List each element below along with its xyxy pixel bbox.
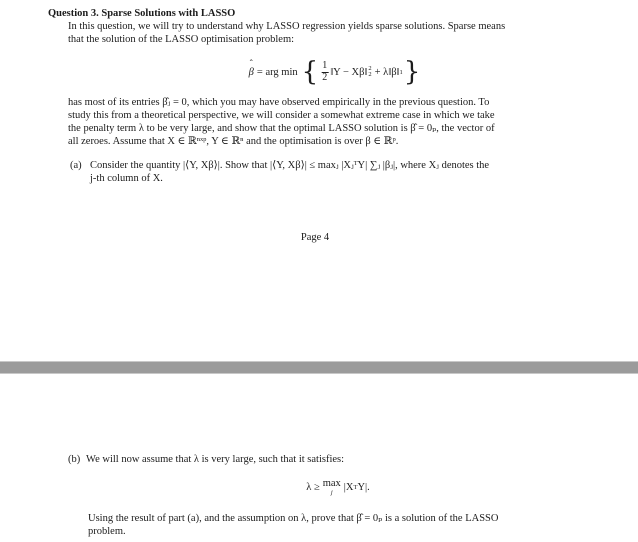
closing-paragraph <box>88 512 498 538</box>
max-subscript: j <box>330 488 333 496</box>
text-line: Using the result of part (a), and the assumption on λ, prove that β̂ = 0ₚ is a solution of the LASSO <box>88 513 499 524</box>
part-a-label: (a) <box>70 160 82 171</box>
text-line: that the solution of the LASSO optimisation problem: <box>68 34 295 45</box>
text-line: study this from a theoretical perspective, we will consider a somewhat extreme case in which we take <box>68 110 495 121</box>
fraction-numerator: 1 <box>322 60 328 71</box>
lasso-objective-equation <box>249 59 422 85</box>
l2-norm-term: ‖Y − Xβ‖ <box>330 66 368 78</box>
fraction-denominator: 2 <box>322 71 328 83</box>
text-line: j-th column of X. <box>90 173 163 184</box>
hat-accent: ˆ <box>249 58 253 68</box>
text-line: has most of its entries β̂ⱼ = 0, which you may have observed empirically in the previous question. To <box>68 97 490 108</box>
open-brace: { <box>301 57 319 87</box>
intro-paragraph <box>68 20 505 46</box>
part-b-text <box>86 453 344 466</box>
text-line: problem. <box>88 526 126 537</box>
part-b-label: (b) <box>68 454 81 465</box>
max-label: max <box>322 478 341 489</box>
transpose-superscript: T <box>353 484 358 491</box>
argmin-operator: = arg min <box>256 66 298 78</box>
text-line: Consider the quantity |⟨Y, Xβ⟩|. Show that |⟨Y, Xβ⟩| ≤ maxⱼ |XⱼᵀY| ∑ⱼ |βⱼ|, where Xⱼ denotes the <box>90 160 490 171</box>
norm-subscript: 2 <box>368 71 372 78</box>
close-brace: } <box>403 57 421 87</box>
page-separator <box>0 361 638 374</box>
beta-hat-symbol: ˆ β <box>248 58 254 78</box>
l1-norm-subscript: 1 <box>399 68 403 76</box>
norm-superscript: 2 <box>368 64 372 72</box>
body-paragraph <box>68 96 495 148</box>
transpose-term-open: |X <box>343 482 354 493</box>
part-a-text <box>90 159 489 185</box>
text-line: the penalty term λ to be very large, and show that the optimal LASSO solution is β̂ = 0ₚ, the vector of <box>68 123 495 134</box>
lambda-lhs: λ ≥ <box>306 482 320 493</box>
max-operator <box>323 479 341 496</box>
transpose-term-close: Y|. <box>357 482 370 493</box>
text-line: In this question, we will try to understand why LASSO regression yields sparse solutions. Sparse means <box>68 21 506 32</box>
question-heading: Question 3. Sparse Solutions with LASSO <box>48 8 236 19</box>
norm-sup-sub <box>368 66 371 79</box>
page-number: Page 4 <box>300 232 330 243</box>
one-half-fraction <box>321 61 328 83</box>
lambda-condition-equation <box>306 479 370 496</box>
l1-penalty-term: + λ‖β‖ <box>374 66 400 78</box>
text-line: We will now assume that λ is very large, such that it satisfies: <box>86 454 345 465</box>
text-line: all zeroes. Assume that X ∈ ℝⁿˣᵖ, Y ∈ ℝⁿ and the optimisation is over β ∈ ℝᵖ. <box>68 136 399 147</box>
